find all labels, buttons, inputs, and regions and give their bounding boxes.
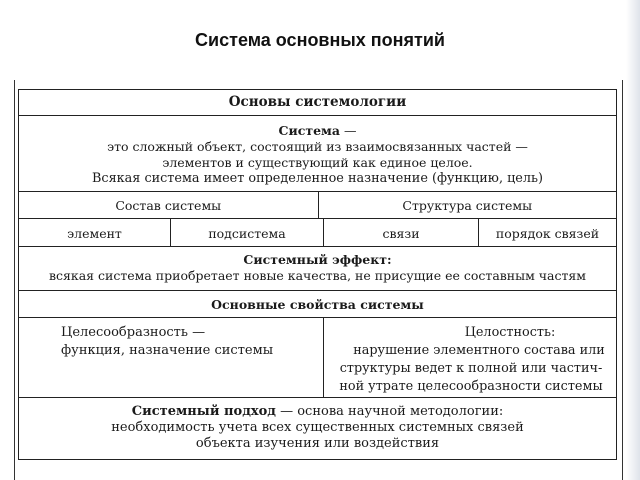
system-term: Система	[278, 123, 340, 138]
system-effect-cell	[18, 247, 617, 291]
structure-cell: Структура системы	[318, 192, 617, 218]
integrity-line-2: структуры ведет к полной или частич-	[339, 361, 603, 376]
purpose-text: функция, назначение системы	[61, 343, 274, 358]
composition-structure-row	[18, 192, 617, 219]
integrity-line-1: нарушение элементного состава или	[353, 343, 605, 358]
part-subsystem: подсистема	[170, 219, 323, 246]
system-definition-cell	[18, 116, 617, 192]
part-element: элемент	[67, 226, 122, 241]
integrity-title: Целостность:	[464, 325, 556, 340]
table-header: Основы системологии	[18, 89, 617, 116]
approach-line-2: необходимость учета всех существенных системных связей	[111, 420, 524, 435]
system-approach-cell	[18, 398, 617, 460]
properties-header: Основные свойства системы	[18, 291, 617, 318]
effect-text: всякая система приобретает новые качества, не присущие ее составным частям	[48, 268, 587, 283]
composition-cell: Состав системы	[115, 198, 222, 213]
approach-line-1: — основа научной методологии:	[280, 404, 504, 419]
system-dash: —	[343, 123, 357, 138]
slide-edge-shade	[626, 0, 640, 480]
system-def-line-3: Всякая система имеет определенное назначение (функцию, цель)	[92, 171, 543, 186]
integrity-line-3: ной утрате целесообразности системы	[339, 379, 603, 394]
parts-row	[18, 219, 617, 247]
part-link-order: порядок связей	[478, 219, 616, 246]
approach-title: Системный подход	[131, 404, 276, 419]
purpose-title: Целесообразность —	[61, 325, 206, 340]
approach-line-3: объекта изучения или воздействия	[195, 436, 440, 451]
system-def-line-1: это сложный объект, состоящий из взаимосвязанных частей —	[107, 139, 528, 154]
slide-title: Система основных понятий	[195, 30, 445, 50]
purpose-cell	[19, 318, 323, 397]
system-def-line-2: элементов и существующий как единое целое.	[162, 155, 473, 170]
effect-title: Системный эффект:	[243, 252, 392, 267]
integrity-cell	[323, 318, 616, 397]
properties-row	[18, 318, 617, 398]
part-links: связи	[323, 219, 478, 246]
